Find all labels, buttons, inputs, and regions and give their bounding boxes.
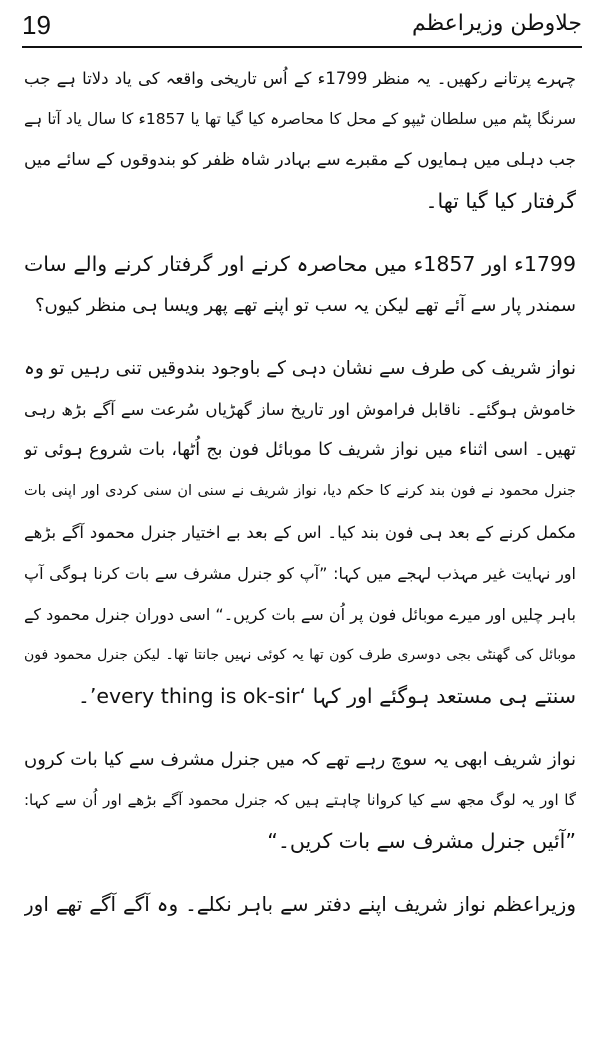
text-line: اور نہایت غیر مہذب لہجے میں کہا: ”آپ کو جنرل مشرف سے بات کرنا ہوگی آپ [24, 564, 576, 583]
paragraph-gap [24, 862, 576, 884]
paragraph-3 [24, 348, 576, 717]
paragraph-5 [24, 884, 576, 925]
paragraph-2 [24, 244, 576, 326]
header-rule [22, 46, 582, 48]
paragraph-gap [24, 717, 576, 739]
text-line: مکمل کرنے کے بعد ہی فون بند کیا۔ اس کے بعد بے اختیار جنرل محمود آگے بڑھے [24, 523, 576, 542]
page-header [22, 6, 582, 44]
text-line: موبائل کی گھنٹی بجی دوسری طرف کون تھا یہ کوئی نہیں جانتا تھا۔ لیکن جنرل محمود فون [24, 647, 576, 663]
text-line: جنرل محمود نے فون بند کرنے کا حکم دیا، نواز شریف نے سنی ان سنی کردی اور اپنی بات [24, 483, 576, 499]
running-title: جلاوطن وزیراعظم [411, 11, 582, 36]
text-line: وزیراعظم نواز شریف اپنے دفتر سے باہر نکلے۔ وہ آگے آگے تھے اور [24, 892, 576, 916]
text-line: نواز شریف کی طرف سے نشان دہی کے باوجود بندوقیں تنی رہیں تو وہ [24, 358, 576, 379]
text-line: تھیں۔ اسی اثناء میں نواز شریف کا موبائل فون بج اُٹھا، بات شروع ہوئی تو [24, 440, 576, 460]
text-line: سمندر پار سے آئے تھے لیکن یہ سب تو اپنے تھے پھر ویسا ہی منظر کیوں؟ [34, 295, 576, 316]
text-line: ”آئیں جنرل مشرف سے بات کریں۔“ [267, 829, 576, 853]
paragraph-4 [24, 739, 576, 862]
text-line: گا اور یہ لوگ مجھ سے کیا کروانا چاہتے ہیں کہ جنرل محمود آگے بڑھے اور اُن سے کہا: [24, 791, 576, 809]
text-line: سنتے ہی مستعد ہوگئے اور کہا ‘every thing is ok-sir’۔ [77, 684, 576, 708]
text-line: گرفتار کیا گیا تھا۔ [425, 189, 576, 213]
text-line: باہر چلیں اور میرے موبائل فون پر اُن سے بات کریں۔“ اسی دوران جنرل محمود کے [24, 605, 576, 624]
text-line: سرنگا پٹم میں سلطان ٹیپو کے محل کا محاصرہ کیا گیا تھا یا 1857ء کا سال یاد آتا ہے [24, 110, 576, 128]
text-line: نواز شریف ابھی یہ سوچ رہے تھے کہ میں جنرل مشرف سے کیا بات کروں [24, 749, 576, 770]
text-line: جب دہلی میں ہمایوں کے مقبرے سے بہادر شاہ ظفر کو بندوقوں کے سائے میں [24, 150, 576, 170]
paragraph-gap [24, 222, 576, 244]
body-text [24, 58, 576, 925]
text-line: 1799ء اور 1857ء میں محاصرہ کرنے اور گرفتار کرنے والے سات [24, 252, 576, 276]
paragraph-1 [24, 58, 576, 222]
paragraph-gap [24, 326, 576, 348]
page-number: 19 [22, 10, 51, 40]
text-line: خاموش ہوگئے۔ ناقابل فراموش اور تاریخ ساز گھڑیاں سُرعت سے آگے بڑھ رہی [24, 400, 576, 419]
text-line: چہرے پرتانے رکھیں۔ یہ منظر 1799ء کے اُس تاریخی واقعہ کی یاد دلاتا ہے جب [24, 69, 576, 88]
